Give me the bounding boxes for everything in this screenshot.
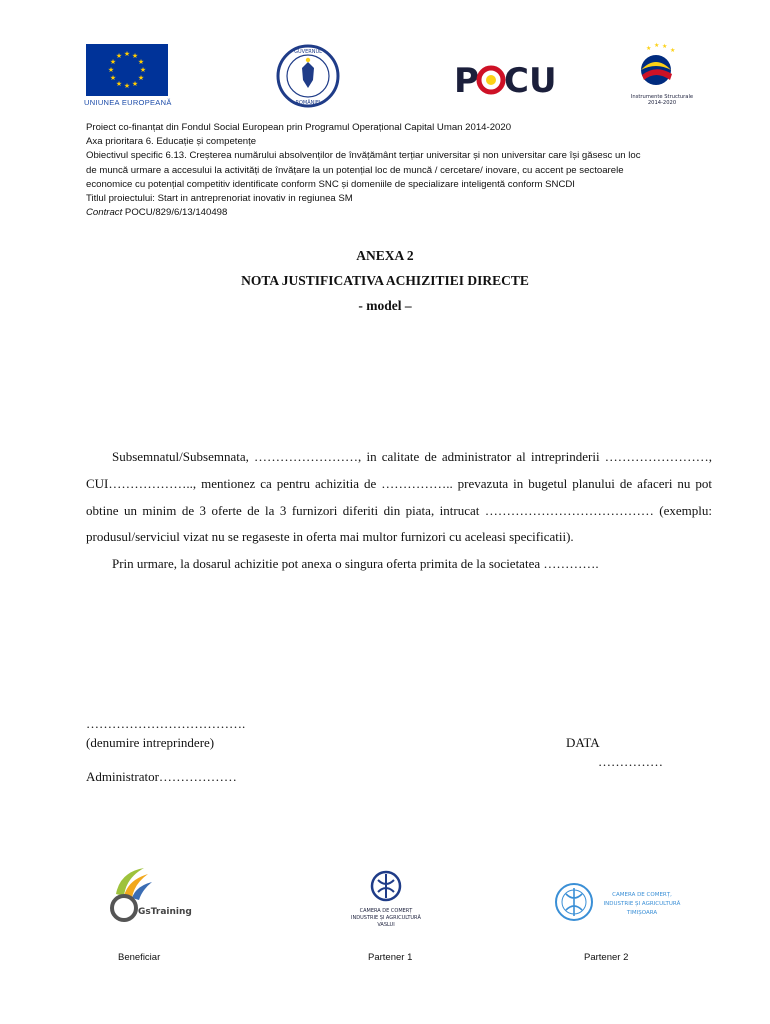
- footer-partener-1: Partener 1: [368, 952, 413, 963]
- svg-text:CU: CU: [504, 61, 557, 101]
- svg-text:★: ★: [109, 74, 117, 82]
- svg-text:★: ★: [131, 52, 139, 60]
- svg-text:★: ★: [115, 52, 123, 60]
- body-paragraph-2: Prin urmare, la dosarul achizitie pot anexa o singura oferta primita de la societatea ………….: [112, 556, 599, 572]
- svg-text:CAMERA DE COMERȚ,: CAMERA DE COMERȚ,: [612, 892, 672, 898]
- svg-text:★: ★: [109, 58, 117, 66]
- svg-text:★: ★: [654, 42, 660, 49]
- svg-text:★: ★: [662, 43, 668, 50]
- svg-text:GsTraining: GsTraining: [138, 907, 192, 917]
- svg-text:Instrumente Structurale: Instrumente Structurale: [630, 94, 694, 100]
- svg-text:VASLUI: VASLUI: [377, 922, 395, 928]
- ccia-timisoara-logo: [552, 880, 692, 926]
- svg-text:CAMERA DE COMERȚ: CAMERA DE COMERȚ: [359, 908, 413, 914]
- svg-text:GUVERNUL: GUVERNUL: [294, 49, 322, 55]
- svg-text:★: ★: [123, 50, 131, 58]
- gs-training-logo: [104, 862, 194, 932]
- romanian-government-logo: [276, 44, 340, 108]
- svg-text:★: ★: [139, 66, 147, 74]
- svg-text:★: ★: [107, 66, 115, 74]
- svg-text:★: ★: [670, 47, 676, 54]
- eu-label: UNIUNEA EUROPEANĂ: [84, 98, 172, 107]
- body-text: [86, 444, 712, 578]
- svg-text:INDUSTRIE ȘI AGRICULTURĂ: INDUSTRIE ȘI AGRICULTURĂ: [603, 901, 681, 907]
- date-dots: ……………: [598, 754, 663, 769]
- header-line: de muncă urmare a accesului la activități de învățare la un potențial loc de muncă / cercetare/ inovare, cu accent pe sectoarele: [86, 164, 624, 176]
- svg-text:★: ★: [646, 45, 652, 52]
- svg-text:P: P: [454, 61, 479, 101]
- contract-label: Contract: [86, 207, 123, 219]
- header-line: Titlul proiectului: Start in antreprenoriat inovativ in regiunea SM: [86, 193, 353, 205]
- project-header: [86, 121, 712, 220]
- company-dots: ……………………………….: [86, 716, 246, 731]
- eu-flag-logo: [86, 44, 168, 96]
- contract-value: POCU/829/6/13/140498: [122, 207, 228, 219]
- pocu-logo: [452, 56, 557, 101]
- svg-text:★: ★: [115, 80, 123, 88]
- svg-text:2014-2020: 2014-2020: [647, 100, 677, 106]
- svg-text:INDUSTRIE ȘI AGRICULTURĂ: INDUSTRIE ȘI AGRICULTURĂ: [351, 915, 421, 921]
- footer-partener-2: Partener 2: [584, 952, 629, 963]
- header-line: Axa prioritara 6. Educație și competențe: [86, 136, 257, 148]
- date-label: DATA: [566, 735, 600, 750]
- structural-instruments-logo: [622, 42, 702, 106]
- eu-stars-icon: [86, 44, 168, 96]
- svg-text:★: ★: [137, 74, 145, 82]
- contract-line: [86, 206, 712, 220]
- ccia-vaslui-logo: [348, 868, 424, 932]
- body-paragraph-1: Subsemnatul/Subsemnata, ……………………, in calitate de administrator al intreprinderii ……………………, CUI……………….., mentionez ca pentru achizitia de …………….. prevazuta in bugetul planului de afaceri nu pot obtine un minim de 3 oferte de la 3 furnizori diferiti din piata, intrucat ………………………………… (exemplu: produsul/serviciul vizat nu se regaseste in oferta mai multor furnizori cu aceleasi specificatii).: [86, 449, 712, 545]
- document-title: NOTA JUSTIFICATIVA ACHIZITIEI DIRECTE: [241, 273, 529, 288]
- svg-text:★: ★: [131, 80, 139, 88]
- administrator-label: Administrator………………: [86, 769, 237, 784]
- svg-text:★: ★: [123, 82, 131, 90]
- header-line: economice cu potențial competitiv identificate conform SNC și domeniile de specializare inteligentă conform SNCDI: [86, 178, 575, 190]
- model-subtitle: - model –: [358, 298, 412, 313]
- annex-title: ANEXA 2: [356, 248, 414, 263]
- header-line: Obiectivul specific 6.13. Creșterea numărului absolvenților de învățământ terțiar universitar și non universitar care își găsesc un loc: [86, 150, 641, 162]
- footer-beneficiar: Beneficiar: [118, 952, 161, 963]
- svg-text:ROMÂNIEI: ROMÂNIEI: [295, 100, 321, 106]
- svg-text:TIMIȘOARA: TIMIȘOARA: [626, 910, 658, 916]
- svg-text:★: ★: [137, 58, 145, 66]
- header-line: Proiect co-finanțat din Fondul Social European prin Programul Operațional Capital Uman 2014-2020: [86, 122, 512, 133]
- company-label: (denumire intreprindere): [86, 735, 215, 750]
